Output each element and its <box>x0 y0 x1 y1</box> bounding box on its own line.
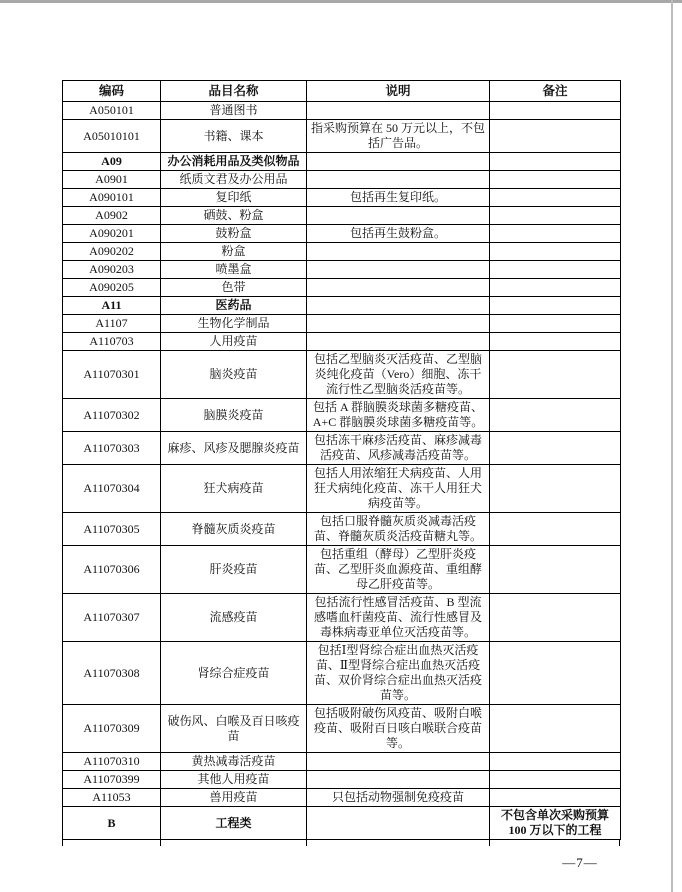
name-cell: 书籍、课本 <box>161 120 307 153</box>
desc-cell: 包括再生鼓粉盒。 <box>307 225 490 243</box>
name-cell: 脑膜炎疫苗 <box>161 399 307 432</box>
code-cell: A11070309 <box>63 705 161 753</box>
table-row <box>63 297 621 315</box>
name-cell: 办公消耗用品及类似物品 <box>161 153 307 171</box>
note-cell <box>490 102 621 120</box>
code-cell: A11070307 <box>63 594 161 642</box>
name-cell: 工程类 <box>161 807 307 840</box>
code-cell: A1107 <box>63 315 161 333</box>
desc-cell <box>307 153 490 171</box>
code-cell: A11070306 <box>63 546 161 594</box>
name-cell: 粉盒 <box>161 243 307 261</box>
desc-cell: 包括乙型脑炎灭活疫苗、乙型脑炎纯化疫苗（Vero）细胞、冻干流行性乙型脑炎活疫苗等。 <box>307 351 490 399</box>
desc-cell <box>307 315 490 333</box>
table-row <box>63 432 621 465</box>
name-cell: 脊髓灰质炎疫苗 <box>161 513 307 546</box>
code-cell: A090203 <box>63 261 161 279</box>
table-row <box>63 207 621 225</box>
desc-cell: 包括冻干麻疹活疫苗、麻疹减毒活疫苗、风疹减毒活疫苗等。 <box>307 432 490 465</box>
note-cell <box>490 642 621 705</box>
desc-cell: 包括流行性感冒活疫苗、B 型流感嗜血杆菌疫苗、流行性感冒及毒株病毒亚单位灭活疫苗等。 <box>307 594 490 642</box>
name-cell: 麻疹、风疹及腮腺炎疫苗 <box>161 432 307 465</box>
table-body <box>63 102 621 840</box>
desc-cell: 包括人用浓缩狂犬病疫苗、人用狂犬病纯化疫苗、冻干人用狂犬病疫苗等。 <box>307 465 490 513</box>
note-cell <box>490 594 621 642</box>
procurement-catalog-table <box>62 80 621 840</box>
note-cell <box>490 120 621 153</box>
note-cell <box>490 189 621 207</box>
code-cell: A11070308 <box>63 642 161 705</box>
desc-cell: 包括口服脊髓灰质炎减毒活疫苗、脊髓灰质炎活疫苗糖丸等。 <box>307 513 490 546</box>
header-remarks: 备注 <box>490 81 621 102</box>
header-description: 说明 <box>307 81 490 102</box>
note-cell <box>490 171 621 189</box>
code-cell: A09 <box>63 153 161 171</box>
desc-cell: 包括再生复印纸。 <box>307 189 490 207</box>
code-cell: A11053 <box>63 789 161 807</box>
name-cell: 纸质文君及办公用品 <box>161 171 307 189</box>
table-row <box>63 594 621 642</box>
code-cell: A11070305 <box>63 513 161 546</box>
note-cell <box>490 705 621 753</box>
table-header-row <box>63 81 621 102</box>
note-cell <box>490 207 621 225</box>
header-code: 编码 <box>63 81 161 102</box>
page-break-column-stubs <box>62 840 620 846</box>
code-cell: A11 <box>63 297 161 315</box>
name-cell: 人用疫苗 <box>161 333 307 351</box>
code-cell: A0902 <box>63 207 161 225</box>
note-cell <box>490 432 621 465</box>
table-row <box>63 705 621 753</box>
code-cell: A090202 <box>63 243 161 261</box>
table-row <box>63 120 621 153</box>
header-item-name: 品目名称 <box>161 81 307 102</box>
name-cell: 流感疫苗 <box>161 594 307 642</box>
name-cell: 鼓粉盒 <box>161 225 307 243</box>
note-cell <box>490 225 621 243</box>
code-cell: A11070310 <box>63 753 161 771</box>
code-cell: A0901 <box>63 171 161 189</box>
desc-cell: 包括 A 群脑膜炎球菌多糖疫苗、A+C 群脑膜炎球菌多糖疫苗等。 <box>307 399 490 432</box>
desc-cell <box>307 807 490 840</box>
table-row <box>63 513 621 546</box>
table-row <box>63 153 621 171</box>
table-row <box>63 642 621 705</box>
note-cell <box>490 333 621 351</box>
code-cell: A05010101 <box>63 120 161 153</box>
desc-cell: 包括重组（酵母）乙型肝炎疫苗、乙型肝炎血源疫苗、重组酵母乙肝疫苗等。 <box>307 546 490 594</box>
name-cell: 脑炎疫苗 <box>161 351 307 399</box>
name-cell: 肝炎疫苗 <box>161 546 307 594</box>
note-cell <box>490 315 621 333</box>
table-row <box>63 171 621 189</box>
scan-edge-right <box>671 0 673 892</box>
code-cell: B <box>63 807 161 840</box>
note-cell <box>490 771 621 789</box>
note-cell <box>490 261 621 279</box>
table-row <box>63 243 621 261</box>
note-cell <box>490 279 621 297</box>
desc-cell <box>307 753 490 771</box>
note-cell <box>490 153 621 171</box>
table-row <box>63 315 621 333</box>
code-cell: A11070301 <box>63 351 161 399</box>
desc-cell <box>307 279 490 297</box>
note-cell: 不包含单次采购预算 100 万以下的工程 <box>490 807 621 840</box>
note-cell <box>490 753 621 771</box>
table-row <box>63 225 621 243</box>
page-number: —7— <box>562 855 598 870</box>
name-cell: 色带 <box>161 279 307 297</box>
note-cell <box>490 297 621 315</box>
desc-cell <box>307 171 490 189</box>
code-cell: A090201 <box>63 225 161 243</box>
note-cell <box>490 465 621 513</box>
name-cell: 普通图书 <box>161 102 307 120</box>
name-cell: 肾综合症疫苗 <box>161 642 307 705</box>
note-cell <box>490 513 621 546</box>
desc-cell: 包括吸附破伤风疫苗、吸附白喉疫苗、吸附百日咳白喉联合疫苗等。 <box>307 705 490 753</box>
code-cell: A11070304 <box>63 465 161 513</box>
code-cell: A090205 <box>63 279 161 297</box>
desc-cell <box>307 102 490 120</box>
code-cell: A11070302 <box>63 399 161 432</box>
table-row <box>63 261 621 279</box>
name-cell: 生物化学制品 <box>161 315 307 333</box>
table-row <box>63 102 621 120</box>
note-cell <box>490 399 621 432</box>
name-cell: 破伤风、白喉及百日咳疫苗 <box>161 705 307 753</box>
table-row <box>63 333 621 351</box>
note-cell <box>490 351 621 399</box>
procurement-catalog-table-wrap <box>62 80 620 846</box>
table-row <box>63 753 621 771</box>
note-cell <box>490 546 621 594</box>
note-cell <box>490 243 621 261</box>
desc-cell <box>307 261 490 279</box>
note-cell <box>490 789 621 807</box>
name-cell: 硒鼓、粉盒 <box>161 207 307 225</box>
name-cell: 喷墨盒 <box>161 261 307 279</box>
table-row <box>63 399 621 432</box>
table-row <box>63 465 621 513</box>
code-cell: A11070303 <box>63 432 161 465</box>
table-row <box>63 807 621 840</box>
desc-cell: 指采购预算在 50 万元以上，不包括广告品。 <box>307 120 490 153</box>
desc-cell <box>307 207 490 225</box>
table-row <box>63 189 621 207</box>
code-cell: A050101 <box>63 102 161 120</box>
desc-cell <box>307 771 490 789</box>
name-cell: 医药品 <box>161 297 307 315</box>
table-row <box>63 789 621 807</box>
name-cell: 复印纸 <box>161 189 307 207</box>
name-cell: 其他人用疫苗 <box>161 771 307 789</box>
table-row <box>63 279 621 297</box>
name-cell: 兽用疫苗 <box>161 789 307 807</box>
code-cell: A110703 <box>63 333 161 351</box>
table-row <box>63 351 621 399</box>
desc-cell <box>307 297 490 315</box>
code-cell: A090101 <box>63 189 161 207</box>
desc-cell: 包括Ⅰ型肾综合症出血热灭活疫苗、Ⅱ型肾综合症出血热灭活疫苗、双价肾综合症出血热灭活疫苗等。 <box>307 642 490 705</box>
scan-edge-top <box>0 0 682 3</box>
table-row <box>63 546 621 594</box>
code-cell: A11070399 <box>63 771 161 789</box>
name-cell: 黄热减毒活疫苗 <box>161 753 307 771</box>
desc-cell <box>307 333 490 351</box>
table-row <box>63 771 621 789</box>
desc-cell <box>307 243 490 261</box>
name-cell: 狂犬病疫苗 <box>161 465 307 513</box>
desc-cell: 只包括动物强制免疫疫苗 <box>307 789 490 807</box>
